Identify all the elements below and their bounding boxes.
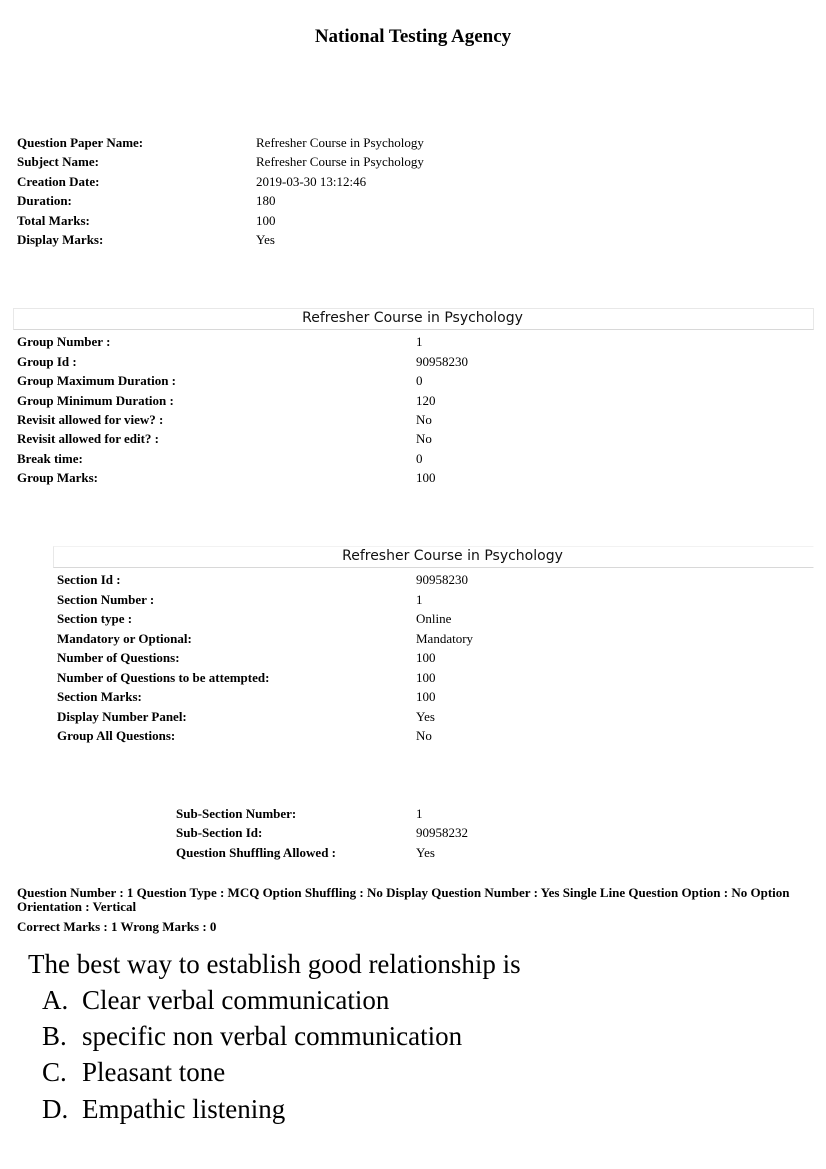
- info-value: 100: [256, 213, 276, 228]
- group-banner: Refresher Course in Psychology: [302, 310, 523, 326]
- section-value: Yes: [416, 709, 435, 724]
- question-marks: Correct Marks : 1 Wrong Marks : 0: [17, 919, 217, 934]
- section-label: Display Number Panel:: [57, 709, 187, 724]
- section-value: Online: [416, 611, 452, 626]
- option-b: [42, 1019, 462, 1053]
- option-letter: C.: [42, 1057, 67, 1087]
- option-d: [42, 1092, 285, 1126]
- option-text: Pleasant tone: [82, 1057, 226, 1087]
- group-value: 120: [416, 393, 436, 408]
- group-label: Group Maximum Duration :: [17, 373, 177, 388]
- option-text: specific non verbal communication: [82, 1021, 463, 1051]
- subsection-label: Sub-Section Number:: [176, 806, 297, 821]
- group-value: 100: [416, 470, 436, 485]
- group-value: 90958230: [416, 354, 468, 369]
- option-letter: D.: [42, 1094, 69, 1124]
- section-label: Mandatory or Optional:: [57, 631, 192, 646]
- group-label: Group Minimum Duration :: [17, 393, 174, 408]
- group-value: 0: [416, 373, 423, 388]
- section-value: No: [416, 728, 432, 743]
- info-value: Refresher Course in Psychology: [256, 154, 424, 169]
- option-text: Empathic listening: [82, 1094, 286, 1124]
- group-value: No: [416, 412, 432, 427]
- group-label: Group Number :: [17, 334, 111, 349]
- subsection-value: Yes: [416, 845, 435, 860]
- section-value: Mandatory: [416, 631, 474, 646]
- option-a: [42, 983, 389, 1017]
- group-label: Break time:: [17, 451, 83, 466]
- section-label: Section Number :: [57, 592, 155, 607]
- section-value: 100: [416, 650, 436, 665]
- section-value: 1: [416, 592, 423, 607]
- option-letter: A.: [42, 985, 69, 1015]
- group-label: Group Id :: [17, 354, 77, 369]
- group-value: 1: [416, 334, 423, 349]
- section-value: 100: [416, 689, 436, 704]
- section-label: Number of Questions:: [57, 650, 180, 665]
- info-label: Total Marks:: [17, 213, 90, 228]
- option-text: Clear verbal communication: [82, 985, 390, 1015]
- info-label: Creation Date:: [17, 174, 100, 189]
- info-value: 180: [256, 193, 276, 208]
- option-letter: B.: [42, 1021, 67, 1051]
- page-title: National Testing Agency: [314, 26, 512, 47]
- section-label: Section Id :: [57, 572, 121, 587]
- section-label: Number of Questions to be attempted:: [57, 670, 270, 685]
- info-label: Question Paper Name:: [17, 135, 144, 150]
- question-text: The best way to establish good relationship is: [28, 949, 521, 979]
- option-c: [42, 1055, 225, 1089]
- section-label: Section Marks:: [57, 689, 142, 704]
- info-value: 2019-03-30 13:12:46: [256, 174, 367, 189]
- question-meta: Question Number : 1 Question Type : MCQ Option Shuffling : No Display Question Number : Yes Single Line Question Option : No Option Orientation : Vertical: [17, 885, 790, 914]
- info-value: Refresher Course in Psychology: [256, 135, 424, 150]
- info-label: Subject Name:: [17, 154, 99, 169]
- subsection-label: Question Shuffling Allowed :: [176, 845, 337, 860]
- subsection-value: 1: [416, 806, 423, 821]
- info-label: Display Marks:: [17, 232, 104, 247]
- section-banner: Refresher Course in Psychology: [342, 548, 563, 564]
- subsection-value: 90958232: [416, 825, 468, 840]
- section-value: 100: [416, 670, 436, 685]
- section-label: Group All Questions:: [57, 728, 176, 743]
- group-label: Revisit allowed for view? :: [17, 412, 164, 427]
- section-value: 90958230: [416, 572, 468, 587]
- group-label: Revisit allowed for edit? :: [17, 431, 160, 446]
- group-value: No: [416, 431, 432, 446]
- info-label: Duration:: [17, 193, 72, 208]
- subsection-label: Sub-Section Id:: [176, 825, 263, 840]
- section-label: Section type :: [57, 611, 133, 626]
- group-value: 0: [416, 451, 423, 466]
- group-label: Group Marks:: [17, 470, 99, 485]
- info-value: Yes: [256, 232, 275, 247]
